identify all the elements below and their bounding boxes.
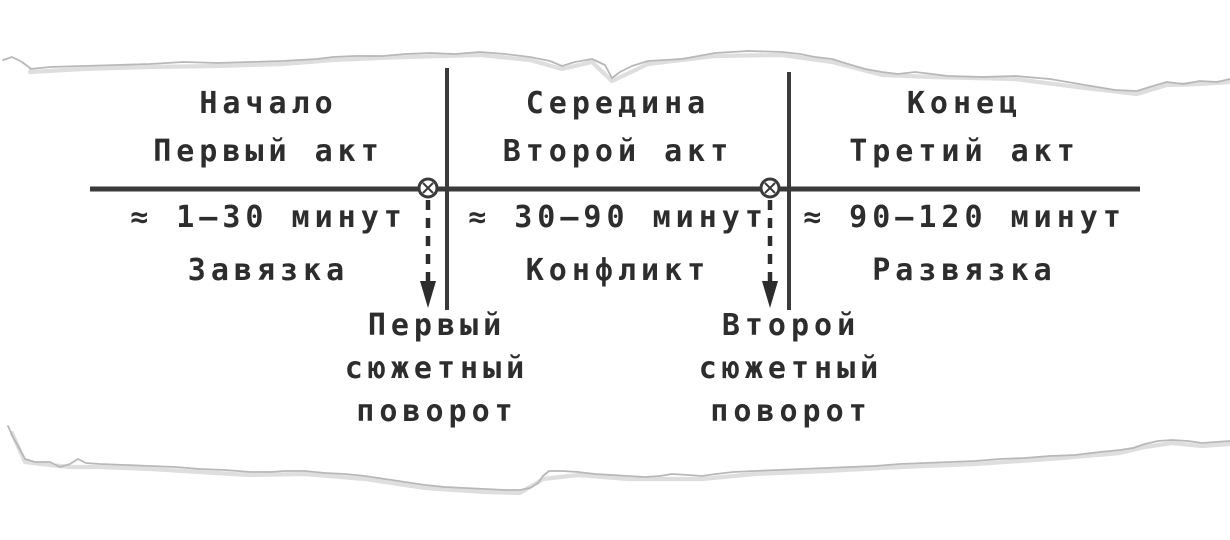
act-label-2: Второй акт bbox=[502, 134, 734, 169]
plot-twist-2-line-2: сюжетный bbox=[698, 351, 884, 386]
plot-twist-2-line-1: Второй bbox=[721, 308, 861, 343]
duration-label-1: ≈ 1–30 минут bbox=[130, 200, 407, 235]
phase-label-1: Завязка bbox=[187, 253, 350, 288]
stage-label-2: Середина bbox=[525, 86, 711, 121]
phase-label-3: Развязка bbox=[872, 253, 1057, 288]
plot-twist-1-line-1: Первый bbox=[367, 308, 507, 343]
phase-label-2: Конфликт bbox=[525, 253, 711, 288]
torn-edge-bottom-icon bbox=[8, 426, 1230, 493]
stage-label-3: Конец bbox=[906, 86, 1023, 121]
act-label-3: Третий акт bbox=[849, 134, 1080, 169]
plot-point-marker-1-icon bbox=[419, 179, 437, 197]
plot-point-marker-2-icon bbox=[761, 179, 779, 197]
act-label-1: Первый акт bbox=[153, 134, 384, 169]
duration-label-2: ≈ 30–90 минут bbox=[468, 200, 768, 235]
duration-label-3: ≈ 90–120 минут bbox=[803, 200, 1126, 235]
plot-twist-2-line-3: поворот bbox=[710, 394, 872, 429]
plot-twist-1-line-2: сюжетный bbox=[344, 351, 530, 386]
stage-label-1: Начало bbox=[199, 86, 338, 121]
plot-twist-label-2 bbox=[641, 304, 941, 433]
plot-twist-label-1 bbox=[287, 304, 587, 433]
plot-twist-1-line-3: поворот bbox=[356, 394, 518, 429]
